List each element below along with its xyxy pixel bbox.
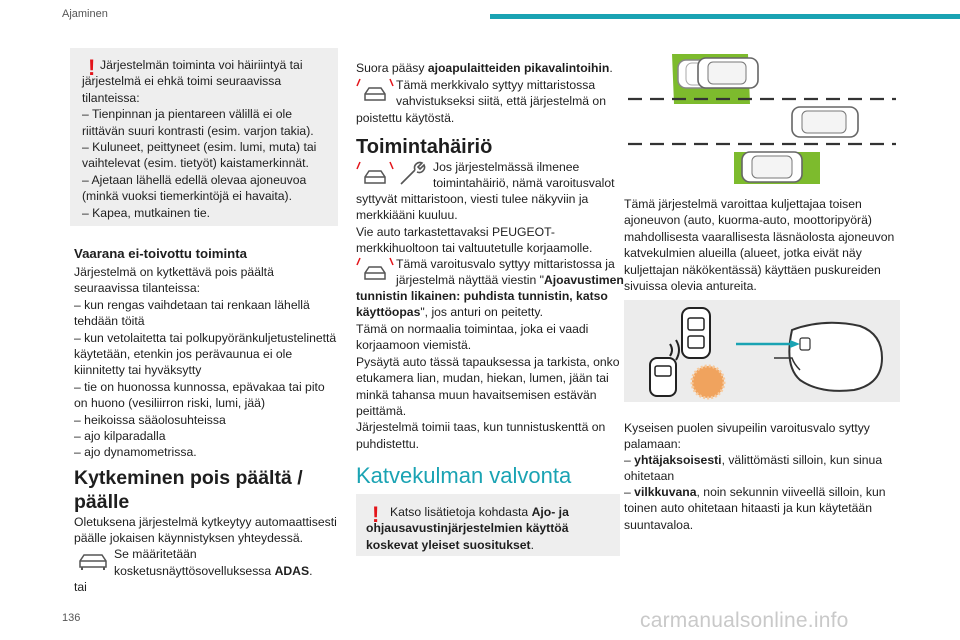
lane-keeping-icon <box>356 160 394 188</box>
sensor-bold-2: tunnistin likainen: puhdista tunnistin, katso käyttöopas <box>356 289 608 320</box>
blind-warn-bold: Ajo- ja ohjausavustinjärjestelmien käyttöä koskevat yleiset suositukset <box>366 505 569 552</box>
fault-text: syttyvät mittaristoon, viesti tulee näkyviin ja merkkiääni kuuluu. Vie auto tarkastettavaksi PEUGEOT-merkkihuoltoon tai valtuutetulle korjaamolle. <box>356 192 593 256</box>
mirror-warning-diagram <box>624 300 900 402</box>
blind-spot-description: Tämä järjestelmä varoittaa kuljettajaa toisen ajoneuvon (auto, kuorma-auto, moottoripyörä) mahdollisesta vaarallisesta läsnäolosta ajoneuvon katvekulmien alueilla (alueet, jotka eivät näy kuljettajan näkökentässä) käyttäen puskureiden sivuissa olevia antureita. <box>624 197 895 294</box>
shortcut-bold: ajoapulaitteiden pikavalintoihin <box>427 61 610 75</box>
page-number: 136 <box>62 612 81 624</box>
tai-text: tai <box>74 580 87 594</box>
lane-keeping-icon <box>356 77 394 105</box>
danger-heading: Vaarana ei-toivottu toiminta <box>74 246 247 261</box>
sensor-line-1: Tämä varoitusvalo syttyy mittaristossa ja <box>396 257 615 271</box>
shortcut-icon-text-1: Tämä merkkivalo syttyy mittaristossa <box>396 78 596 92</box>
item1-rest: , välittömästi silloin, kun sinua ohitetaan <box>624 453 883 484</box>
header-accent-bar <box>490 14 960 19</box>
shortcut-text <box>356 60 626 76</box>
exclamation-icon: ! <box>88 55 96 80</box>
mirror-intro: Kyseisen puolen sivupeilin varoitusvalo syttyy palamaan: <box>624 421 870 452</box>
danger-text: Järjestelmä on kytkettävä pois päältä seuraavissa tilanteissa: – kun rengas vaihdetaan tai renkaan lähellä tehdään töitä – kun vetolaitetta tai polkupyöränkuljetustelinettä käytetään, etenkin jos perävaunua ei ole kiinnitetty tai hyväksytty – tie on huonossa kunnossa, epävakaa tai pito on huono (vesiliirron riski, lumi, jää) – heikoissa sääolosuhteissa – ajo kilparadalla – ajo dynamometrissa. <box>74 265 337 460</box>
shortcut-pre: Suora pääsy <box>356 61 428 75</box>
fault-line-2: toimintahäiriö, nämä varoitusvalot <box>433 176 615 190</box>
sensor-pre: järjestelmä näyttää viestin " <box>396 273 544 287</box>
adas-line-2 <box>114 563 313 579</box>
adas-text: kosketusnäyttösovelluksessa <box>114 564 275 578</box>
blind-warning-text <box>366 504 616 553</box>
running-header: Ajaminen <box>62 8 108 20</box>
sensor-post: ", jos anturi on peitetty. <box>420 305 543 320</box>
mirror-item-2: – vilkkuvana, noin sekunnin viiveellä silloin, kun toinen auto ohitetaan hitaasti ja kun käytetään suuntavaloa. <box>624 485 886 532</box>
shortcut-icon-text-3: poistettu käytöstä. <box>356 111 455 125</box>
shortcut-icon-text-2: vahvistukseksi siitä, että järjestelmä on <box>396 94 606 108</box>
sensor-line-2 <box>396 272 624 288</box>
adas-post: . <box>309 564 313 578</box>
adas-line-1: Se määritetään <box>114 547 197 561</box>
adas-bold: ADAS <box>274 564 310 578</box>
blind-spot-heading: Katvekulman valvonta <box>356 463 572 488</box>
blind-warn-pre: Katso lisätietoja kohdasta <box>390 505 532 519</box>
shortcut-post: . <box>609 61 613 75</box>
sensor-line-3 <box>356 288 626 321</box>
car-icon <box>74 547 112 575</box>
sensor-bold-1: Ajoavustimen <box>543 273 624 287</box>
watermark: carmanualsonline.info <box>640 609 849 632</box>
sensor-text: Tämä on normaalia toimintaa, joka ei vaadi korjaamoon viemistä. Pysäytä auto tässä tapauksessa ja tarkista, onko etukamera lian, mudan, hiekan, lumen, jään tai minkä tahansa muun havaitsemisen estävän peittämä. Järjestelmä toimii taas, kun tunnistuskenttä on puhdistettu. <box>356 322 620 451</box>
item2-bold: vilkkuvana <box>634 485 697 499</box>
blind-warn-post: . <box>530 537 535 552</box>
lane-keeping-icon <box>356 256 394 284</box>
warning-text: Järjestelmän toiminta voi häiriintyä tai järjestelmä ei ehkä toimi seuraavissa tilanteissa: – Tienpinnan ja pientareen välillä ei ole riittävän suuri kontrasti (esim. varjon takia). – Kuluneet, peittyneet (esim. lumi, muta) tai vaihtelevat (esim. tietyöt) kaistamerkinnät. – Ajetaan lähellä edellä olevaa ajoneuvoa (minkä vuoksi tiemerkintöjä ei havaita). – Kapea, mutkainen tie. <box>82 58 317 220</box>
exclamation-icon: ! <box>372 502 380 527</box>
switch-heading: Kytkeminen pois päältä / päälle <box>74 467 303 513</box>
switch-text: Oletuksena järjestelmä kytkeytyy automaattisesti päälle jokaisen käynnistyksen yhteydessä. <box>74 515 337 546</box>
mirror-item-1: – yhtäjaksoisesti, välittömästi silloin, kun sinua ohitetaan <box>624 453 883 484</box>
item2-rest: , noin sekunnin viiveellä silloin, kun toinen auto ohitetaan hitaasti ja kun käytetään suuntavaloa. <box>624 485 886 532</box>
wrench-icon <box>393 160 431 188</box>
mirror-illustration <box>624 300 900 402</box>
item1-bold: yhtäjaksoisesti <box>634 453 722 467</box>
fault-line-1: Jos järjestelmässä ilmenee <box>433 160 580 174</box>
fault-heading: Toimintahäiriö <box>356 136 493 158</box>
blind-spot-diagram <box>624 52 900 186</box>
